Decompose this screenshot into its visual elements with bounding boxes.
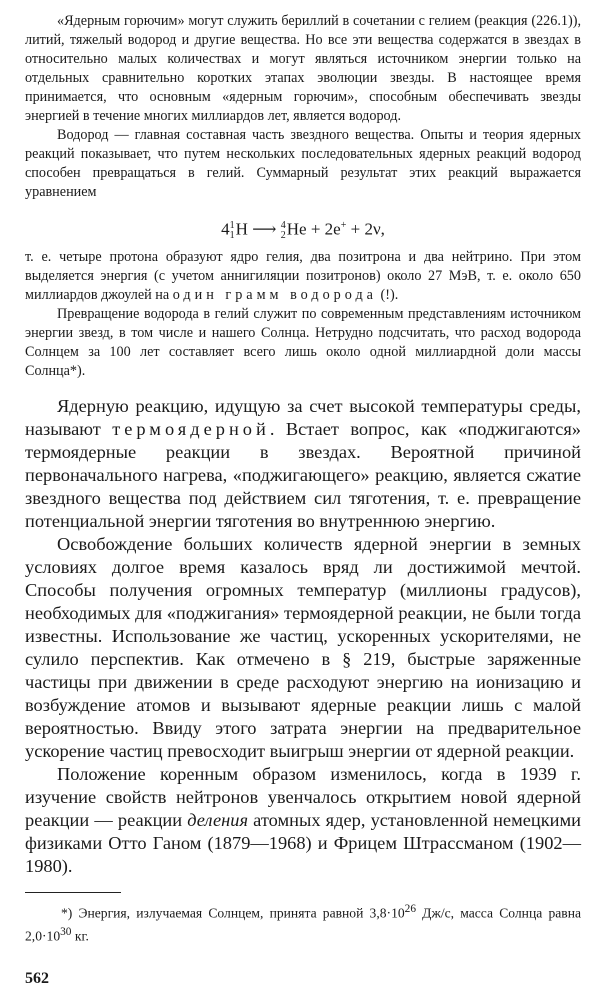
main-text-block	[25, 395, 581, 878]
paragraph-hydrogen: Водород — главная составная часть звездного вещества. Опыты и теория ядерных реакций показывает, что путем нескольких последовательных ядерных реакций водород способен превращаться в гелий. Суммарный результат этих реакций выражается уравнением	[25, 127, 581, 200]
paragraph-protons: т. е. четыре протона образуют ядро гелия, два позитрона и два нейтрино. При этом выделяется энергия (с учетом аннигиляции позитронов) около 27 МэВ, т. е. около 650 миллиардов джоулей на один грамм водорода (!).	[25, 249, 581, 303]
paragraph-fission: Положение коренным образом изменилось, когда в 1939 г. изучение свойств нейтронов увенчалось открытием новой ядерной реакции — реакции деления атомных ядер, установленной немецкими физиками Отто Ганом (1879—1968) и Фрицем Штрассманом (1902—1980).	[25, 764, 581, 876]
positron-charge: +	[340, 220, 347, 231]
hydrogen-symbol: H	[235, 219, 248, 239]
footnote-text: *) Энергия, излучаемая Солнцем, принята равной $3,8\cdot 10^{26}$ Дж/с, масса Солнца равна $2,0\cdot 10^{30}$ кг.	[25, 903, 581, 944]
reaction-equation	[25, 204, 581, 248]
emphasized-one-gram: один грамм водорода	[172, 287, 377, 303]
helium-nucleon-numbers: 4 2	[280, 219, 286, 241]
page-number: 562	[25, 970, 49, 987]
footnote	[25, 900, 581, 945]
footnote-divider	[25, 892, 121, 893]
paragraph-sun-energy: Превращение водорода в гелий служит по современным представлениям источником энергии звезд, в том числе и нашего Солнца. Нетрудно подсчитать, что расход водорода Солнцем за 100 лет составляет всего лишь около одной миллиардной доли массы Солнца*).	[25, 306, 581, 379]
positron-term: + 2e	[306, 219, 341, 239]
emphasized-term: термоядерной	[112, 419, 270, 439]
helium-symbol: He	[286, 219, 307, 239]
hydrogen-nucleon-numbers: 1 1	[229, 219, 235, 241]
page-content	[25, 12, 581, 987]
paragraph-thermonuclear: Ядерную реакцию, идущую за счет высокой температуры среды, называют термоядерной. Встает вопрос, как «поджигаются» термоядерные реакции в звездах. Вероятной причиной первоначального нагрева, «поджигающего» реакцию, является сжатие звездного вещества под действием сил тяготения, т. е. превращение потенциальной энергии тяготения во внутреннюю энергию.	[25, 396, 581, 531]
paragraph-release-energy: Освобождение больших количеств ядерной энергии в земных условиях долгое время казалось вряд ли достижимой мечтой. Способы получения огромных температур (миллионы градусов), необходимых для «поджигания» термоядерной реакции, не были тогда известны. Использование же частиц, ускоренных ускорителями, не сулило перспектив. Как отмечено в § 219, быстрые заряженные частицы при движении в среде расходуют энергию на ионизацию и возбуждение атомов и вызывают ядерные реакции лишь с малой вероятностью. Ввиду этого затрата энергии на предварительное ускорение частиц превосходит выигрыш энергии от ядерной реакции.	[25, 534, 581, 761]
footnote-exponent-power: 26	[404, 903, 416, 915]
equation-coefficient: 4	[221, 219, 230, 239]
neutrino-term: + 2ν,	[346, 219, 385, 239]
paragraph-nuclear-fuel: «Ядерным горючим» могут служить бериллий в сочетании с гелием (реакция (226.1)), литий, тяжелый водород и другие вещества. Но все эти вещества содержатся в звездах в относительно малых количествах и могут являться источником энергии только на отдельных сравнительно коротких этапах эволюции звезды. В настоящее время принимается, что основным «ядерным горючим», способным обеспечивать звезды энергией в течение многих миллиардов лет, является водород.	[25, 13, 581, 124]
footnote-exponent-mass: 30	[60, 925, 72, 938]
reaction-arrow: ⟶	[252, 219, 277, 239]
italic-fission: деления	[187, 810, 249, 830]
small-print-block	[25, 12, 581, 381]
